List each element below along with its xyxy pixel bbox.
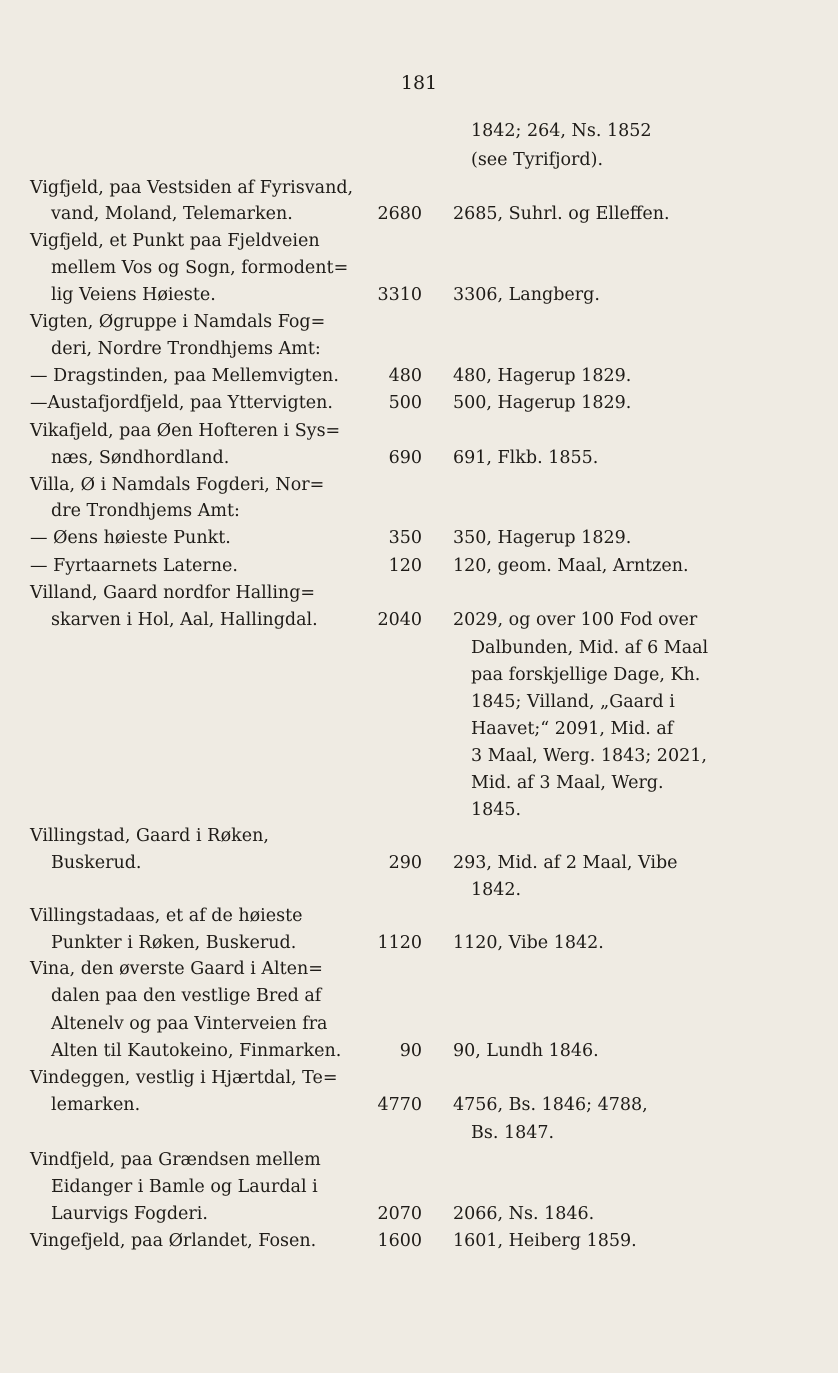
entry-name: Vindeggen, vestlig i Hjærtdal, Te= bbox=[30, 1068, 338, 1088]
entry-line bbox=[0, 1065, 838, 1092]
entry-source: 2029, og over 100 Fod over bbox=[453, 610, 698, 630]
entry-source: 2066, Ns. 1846. bbox=[453, 1204, 595, 1224]
entry-line bbox=[0, 850, 838, 877]
entry-name: Alten til Kautokeino, Finmarken. bbox=[51, 1041, 342, 1061]
entry-name: Villa, Ø i Namdals Fogderi, Nor= bbox=[30, 475, 325, 495]
entry-line bbox=[0, 525, 838, 552]
entry-name: Villingstadaas, et af de høieste bbox=[30, 906, 303, 926]
entry-name: næs, Søndhordland. bbox=[51, 448, 230, 468]
entry-source: 4756, Bs. 1846; 4788, bbox=[453, 1095, 648, 1115]
entry-line bbox=[0, 580, 838, 607]
entry-name: lig Veiens Høieste. bbox=[51, 285, 216, 305]
entry-source: 2685, Suhrl. og Elleffen. bbox=[453, 204, 670, 224]
entry-height: 90 bbox=[399, 1041, 422, 1061]
entry-name: — Fyrtaarnets Laterne. bbox=[30, 556, 238, 576]
entry-name: Punkter i Røken, Buskerud. bbox=[51, 933, 297, 953]
entry-name: Vigfjeld, et Punkt paa Fjeldveien bbox=[30, 231, 320, 251]
entry-height: 690 bbox=[388, 448, 422, 468]
entry-name: Villand, Gaard nordfor Halling= bbox=[30, 583, 316, 603]
entry-height: 2680 bbox=[377, 204, 422, 224]
entry-source: 1845; Villand, „Gaard i bbox=[471, 692, 675, 712]
entry-source: 3306, Langberg. bbox=[453, 285, 600, 305]
entry-name: Laurvigs Fogderi. bbox=[51, 1204, 208, 1224]
entry-source: 1842. bbox=[471, 880, 522, 900]
entry-source: 1601, Heiberg 1859. bbox=[453, 1231, 637, 1251]
entry-name: Eidanger i Bamle og Laurdal i bbox=[51, 1177, 318, 1197]
entry-source: 350, Hagerup 1829. bbox=[453, 528, 632, 548]
entry-line bbox=[0, 797, 838, 824]
entry-line bbox=[0, 445, 838, 472]
entry-line bbox=[0, 743, 838, 770]
entry-line bbox=[0, 255, 838, 282]
entry-line bbox=[0, 1120, 838, 1147]
entry-line bbox=[0, 1011, 838, 1038]
entry-line bbox=[0, 1201, 838, 1228]
entry-line bbox=[0, 201, 838, 228]
entry-source: 293, Mid. af 2 Maal, Vibe bbox=[453, 853, 678, 873]
entry-line bbox=[0, 823, 838, 850]
entry-height: 2070 bbox=[377, 1204, 422, 1224]
entry-name: Buskerud. bbox=[51, 853, 142, 873]
entry-name: vand, Moland, Telemarken. bbox=[51, 204, 293, 224]
entry-line bbox=[0, 689, 838, 716]
entry-line bbox=[0, 553, 838, 580]
entry-line bbox=[0, 472, 838, 499]
entry-name: Vikafjeld, paa Øen Hofteren i Sys= bbox=[30, 421, 341, 441]
page-number: 181 bbox=[400, 72, 438, 94]
entry-name: Vigten, Øgruppe i Namdals Fog= bbox=[30, 312, 326, 332]
entry-source: 480, Hagerup 1829. bbox=[453, 366, 632, 386]
entry-height: 480 bbox=[388, 366, 422, 386]
entry-line bbox=[0, 175, 838, 202]
entry-name: dre Trondhjems Amt: bbox=[51, 501, 240, 521]
entry-line bbox=[0, 983, 838, 1010]
entry-line bbox=[0, 1038, 838, 1065]
entry-line bbox=[0, 1174, 838, 1201]
entry-line bbox=[0, 118, 838, 145]
entry-name: dalen paa den vestlige Bred af bbox=[51, 986, 322, 1006]
entry-name: Villingstad, Gaard i Røken, bbox=[30, 826, 269, 846]
entry-height: 350 bbox=[388, 528, 422, 548]
entry-line bbox=[0, 716, 838, 743]
entry-line bbox=[0, 903, 838, 930]
entry-source: Dalbunden, Mid. af 6 Maal bbox=[471, 638, 709, 658]
entry-source: Mid. af 3 Maal, Werg. bbox=[471, 773, 664, 793]
entry-name: —Austafjordfjeld, paa Yttervigten. bbox=[30, 393, 333, 413]
entry-name: lemarken. bbox=[51, 1095, 141, 1115]
entry-source: (see Tyrifjord). bbox=[471, 150, 604, 170]
entry-line bbox=[0, 418, 838, 445]
entry-line bbox=[0, 956, 838, 983]
entry-source: 90, Lundh 1846. bbox=[453, 1041, 599, 1061]
entry-height: 1120 bbox=[377, 933, 422, 953]
entry-name: — Øens høieste Punkt. bbox=[30, 528, 231, 548]
entry-source: 120, geom. Maal, Arntzen. bbox=[453, 556, 689, 576]
entry-height: 290 bbox=[388, 853, 422, 873]
entry-source: 3 Maal, Werg. 1843; 2021, bbox=[471, 746, 707, 766]
entry-line bbox=[0, 363, 838, 390]
entry-source: Bs. 1847. bbox=[471, 1123, 555, 1143]
entry-line bbox=[0, 1147, 838, 1174]
entry-line bbox=[0, 228, 838, 255]
entry-name: Vina, den øverste Gaard i Alten= bbox=[30, 959, 323, 979]
entry-line bbox=[0, 390, 838, 417]
entry-source: Haavet;“ 2091, Mid. af bbox=[471, 719, 674, 739]
entry-name: Vindfjeld, paa Grændsen mellem bbox=[30, 1150, 321, 1170]
entry-name: Vingefjeld, paa Ørlandet, Fosen. bbox=[30, 1231, 317, 1251]
entry-line bbox=[0, 282, 838, 309]
entry-line bbox=[0, 607, 838, 634]
entry-name: Vigfjeld, paa Vestsiden af Fyrisvand, bbox=[30, 178, 354, 198]
entry-name: mellem Vos og Sogn, formodent= bbox=[51, 258, 349, 278]
entry-source: 691, Flkb. 1855. bbox=[453, 448, 599, 468]
entry-name: deri, Nordre Trondhjems Amt: bbox=[51, 339, 321, 359]
entry-line bbox=[0, 635, 838, 662]
entry-line bbox=[0, 498, 838, 525]
entry-name: — Dragstinden, paa Mellemvigten. bbox=[30, 366, 339, 386]
entry-source: paa forskjellige Dage, Kh. bbox=[471, 665, 701, 685]
entry-name: Altenelv og paa Vinterveien fra bbox=[51, 1014, 328, 1034]
entry-line bbox=[0, 1228, 838, 1255]
entry-line bbox=[0, 770, 838, 797]
entry-line bbox=[0, 662, 838, 689]
entry-line bbox=[0, 147, 838, 174]
entry-height: 1600 bbox=[377, 1231, 422, 1251]
entry-source: 1842; 264, Ns. 1852 bbox=[471, 121, 652, 141]
entry-line bbox=[0, 877, 838, 904]
entry-height: 4770 bbox=[377, 1095, 422, 1115]
entry-line bbox=[0, 1092, 838, 1119]
entry-line bbox=[0, 309, 838, 336]
entry-line bbox=[0, 930, 838, 957]
entry-source: 1845. bbox=[471, 800, 522, 820]
entry-height: 3310 bbox=[377, 285, 422, 305]
entry-line bbox=[0, 336, 838, 363]
entry-height: 500 bbox=[388, 393, 422, 413]
entry-height: 2040 bbox=[377, 610, 422, 630]
entry-source: 500, Hagerup 1829. bbox=[453, 393, 632, 413]
entry-source: 1120, Vibe 1842. bbox=[453, 933, 604, 953]
entry-name: skarven i Hol, Aal, Hallingdal. bbox=[51, 610, 318, 630]
entry-height: 120 bbox=[388, 556, 422, 576]
